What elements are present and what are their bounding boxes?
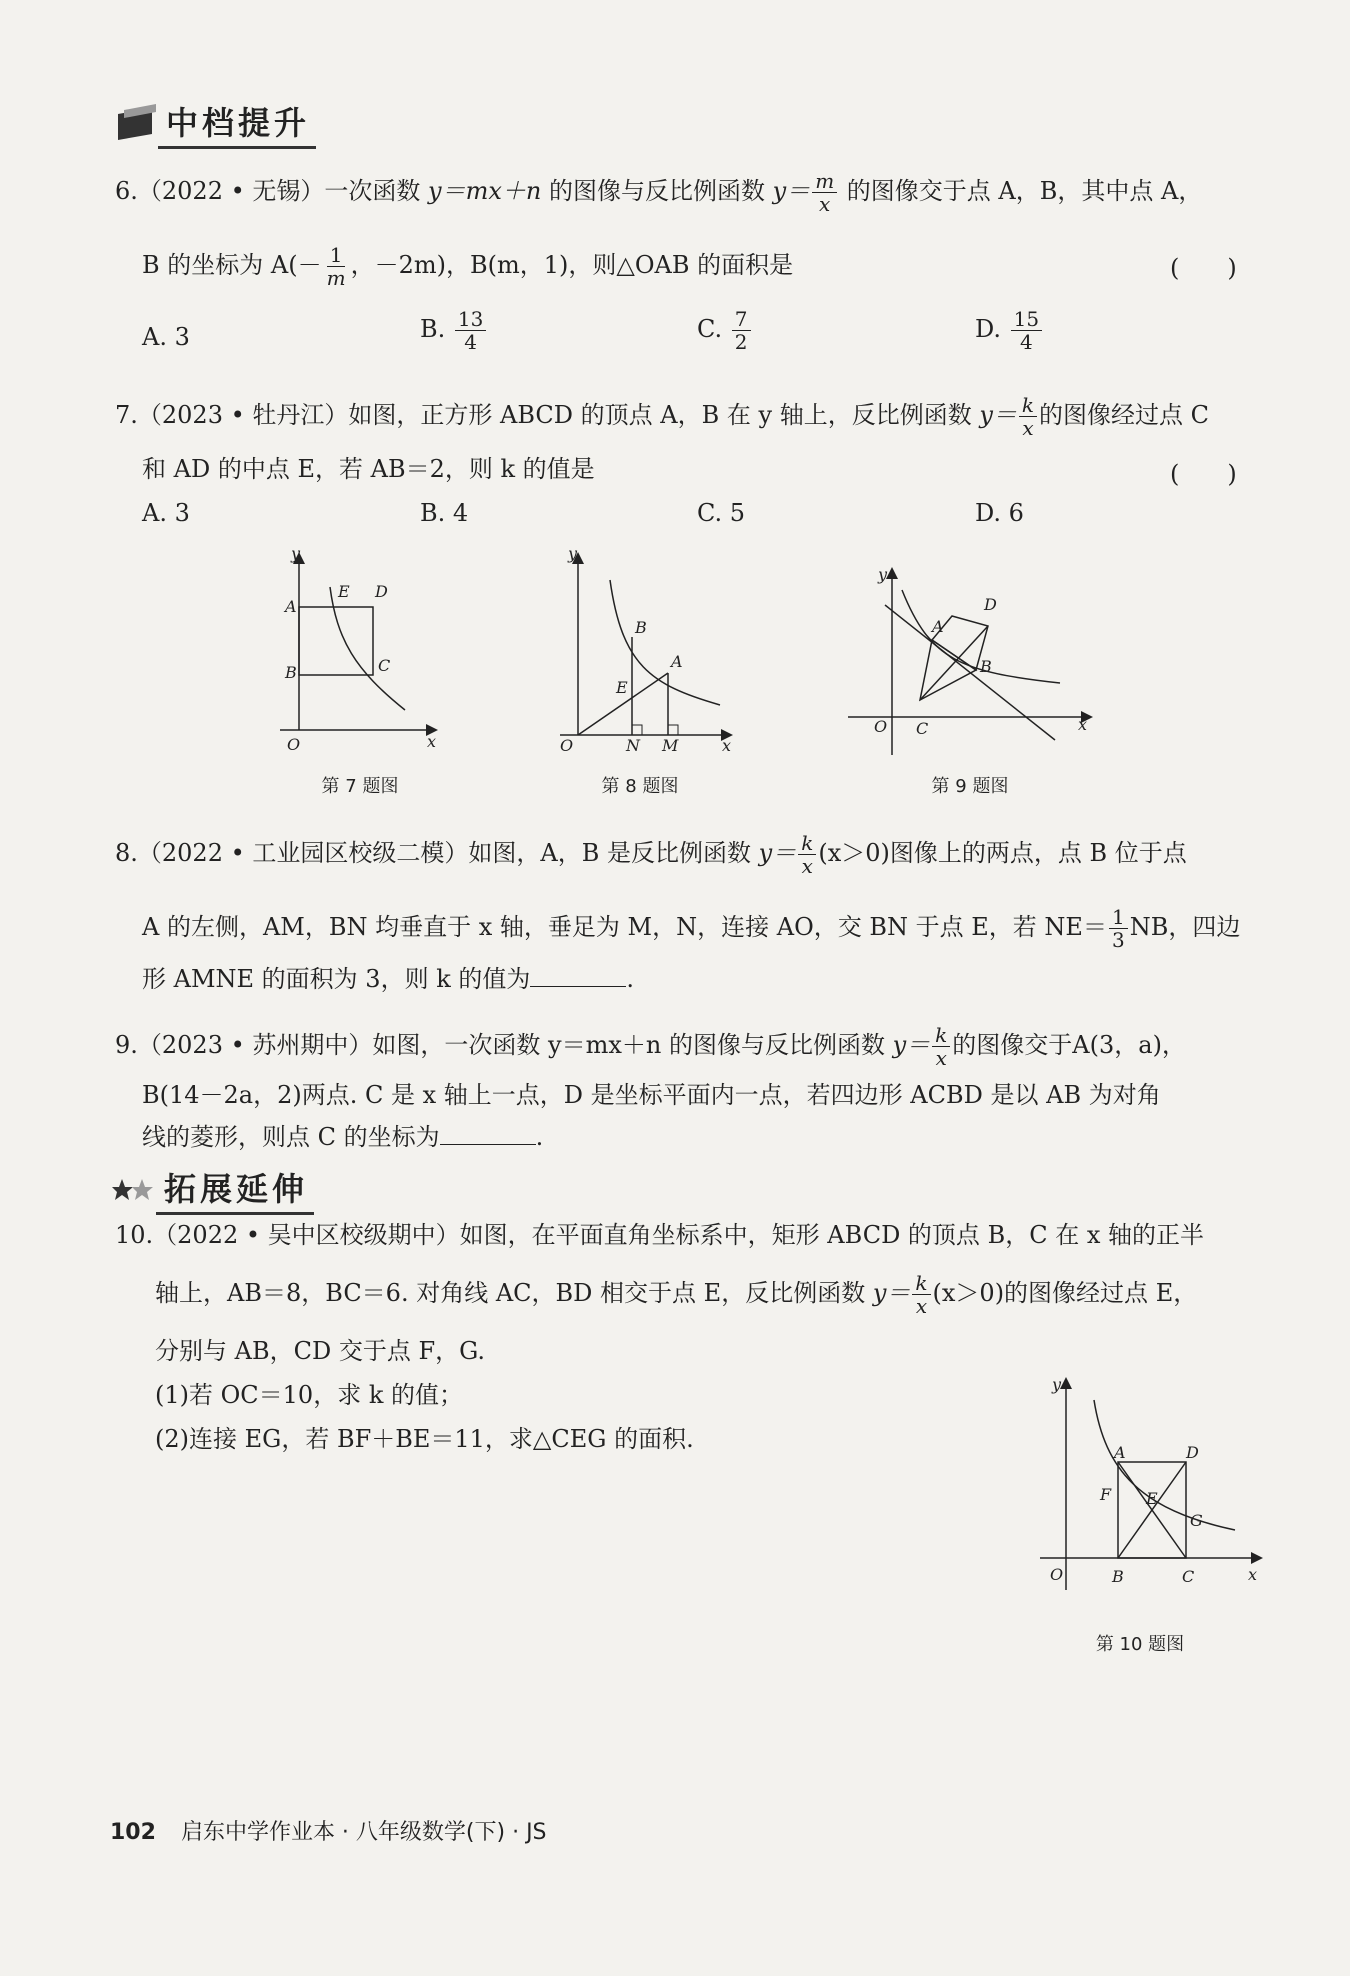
fig10-label-b: B <box>1112 1567 1124 1586</box>
q10-y: y＝ <box>872 1279 911 1307</box>
fig10-label-g: G <box>1190 1511 1203 1530</box>
fig8-label-y: y <box>568 545 578 563</box>
q7-answer-bracket: ( ) <box>1170 460 1237 488</box>
fig8-label-n: N <box>626 736 640 755</box>
figure-10 <box>1030 1370 1270 1610</box>
q6-y: y＝ <box>772 177 811 205</box>
q6-option-a: A. 3 <box>142 323 190 351</box>
q8-text: 形 AMNE 的面积为 3，则 k 的值为 <box>142 965 531 993</box>
section-title-middle <box>112 98 316 149</box>
q6-function: y＝mx＋n <box>428 177 542 205</box>
q6-option-d: D. $\frac{15}{4}$ <box>975 308 1044 353</box>
fig8-label-a: A <box>671 652 683 671</box>
q6-text: 6.（2022 • 无锡）一次函数 <box>115 177 421 205</box>
fig7-label-a: A <box>285 597 297 616</box>
section-title-text: 拓展延伸 <box>156 1164 314 1215</box>
fig7-label-x: x <box>427 732 437 751</box>
fig8-label-e: E <box>616 678 628 697</box>
q7-option-a: A. 3 <box>142 499 190 527</box>
q7-option-c: C. 5 <box>697 499 746 527</box>
fig10-label-e: E <box>1146 1489 1158 1508</box>
fig7-label-o: O <box>287 735 301 754</box>
fig10-label-y: y <box>1052 1375 1062 1394</box>
q6-coord: ，－2m) <box>350 251 446 279</box>
q6-text: 的图像与反比例函数 <box>548 177 765 205</box>
fig9-caption: 第 9 题图 <box>931 776 1009 797</box>
fig8-caption: 第 8 题图 <box>601 776 679 797</box>
star-icon <box>112 1175 156 1205</box>
q10-text: (x＞0)的图像经过点 E， <box>932 1279 1198 1307</box>
fig9-label-c: C <box>916 719 929 738</box>
q9-text: 线的菱形，则点 C 的坐标为 <box>142 1123 440 1151</box>
fig9-label-b: B <box>980 657 992 676</box>
q10-sub1: (1)若 OC＝10，求 k 的值； <box>155 1381 464 1409</box>
q10-sub2: (2)连接 EG，若 BF＋BE＝11，求△CEG 的面积. <box>155 1425 694 1453</box>
q8-line2 <box>142 906 1240 951</box>
fig10-caption: 第 10 题图 <box>1095 1634 1185 1655</box>
q7-text: 7.（2023 • 牡丹江）如图，正方形 ABCD 的顶点 A，B 在 y 轴上，反比例函数 <box>115 401 972 429</box>
page-footer <box>110 1815 547 1846</box>
q7-y: y＝ <box>979 401 1017 429</box>
q9-line1 <box>115 1024 1186 1069</box>
q6-line1 <box>115 170 1202 215</box>
fig7-label-y: y <box>291 545 301 563</box>
q9-line3: 线的菱形，则点 C 的坐标为 . <box>142 1123 544 1151</box>
figure-7 <box>275 545 445 760</box>
q8-inner-fraction: $\frac{1}{3}$ <box>1109 906 1128 951</box>
fig10-label-x: x <box>1248 1565 1258 1584</box>
figure-9 <box>840 560 1100 760</box>
q8-answer-blank[interactable] <box>530 964 626 987</box>
q6-answer-bracket: ( ) <box>1170 254 1237 282</box>
fig9-label-a: A <box>932 617 944 636</box>
fig10-label-a: A <box>1114 1443 1126 1462</box>
q7-option-b: B. 4 <box>420 499 469 527</box>
q8-fraction: $\frac{k}{x}$ <box>798 832 816 877</box>
q8-y: y＝ <box>758 839 797 867</box>
fig8-label-m: M <box>662 736 679 755</box>
fig8-label-b: B <box>635 618 647 637</box>
fig10-label-o: O <box>1050 1565 1064 1584</box>
q7-option-d: D. 6 <box>975 499 1024 527</box>
q10-line3: 分别与 AB，CD 交于点 F，G. <box>155 1337 486 1365</box>
q9-text: 的图像交于A(3，a)， <box>952 1031 1186 1059</box>
fig9-label-d: D <box>984 595 997 614</box>
figure-8 <box>540 545 740 760</box>
q10-text: 轴上，AB＝8，BC＝6. 对角线 AC，BD 相交于点 E，反比例函数 <box>155 1279 866 1307</box>
q9-y: y＝ <box>892 1031 931 1059</box>
fig10-label-c: C <box>1182 1567 1195 1586</box>
q6-fraction: $\frac{m}{x}$ <box>812 170 837 215</box>
q6-text: ，B(m，1)，则△OAB 的面积是 <box>445 251 794 279</box>
q6-text: B 的坐标为 A <box>142 251 289 279</box>
q9-fraction: $\frac{k}{x}$ <box>932 1024 950 1069</box>
fig9-label-x: x <box>1078 715 1088 734</box>
fig10-label-d: D <box>1186 1443 1199 1462</box>
q8-text: NB，四边 <box>1129 913 1241 941</box>
section-badge-icon <box>112 104 158 144</box>
q7-text: 的图像经过点 C <box>1039 401 1210 429</box>
q6-option-c: C. $\frac{7}{2}$ <box>697 308 753 353</box>
fig7-label-c: C <box>378 656 391 675</box>
q6-inner-fraction: $\frac{1}{m}$ <box>326 243 346 290</box>
fig7-caption: 第 7 题图 <box>321 776 399 797</box>
fig8-label-o: O <box>560 736 574 755</box>
section-title-text: 中档提升 <box>158 98 316 149</box>
fig7-label-b: B <box>285 663 297 682</box>
fig9-label-y: y <box>878 565 888 584</box>
page-number: 102 <box>110 1820 156 1845</box>
section-title-extend <box>112 1164 314 1215</box>
q6-text: 的图像交于点 A，B，其中点 A， <box>846 177 1203 205</box>
fig10-label-f: F <box>1100 1485 1112 1504</box>
q9-answer-blank[interactable] <box>440 1122 536 1145</box>
q7-line1 <box>115 394 1209 439</box>
q10-line1: 10.（2022 • 吴中区校级期中）如图，在平面直角坐标系中，矩形 ABCD 的顶点 B，C 在 x 轴的正半 <box>115 1221 1204 1249</box>
q8-text: A 的左侧，AM，BN 均垂直于 x 轴，垂足为 M，N，连接 AO，交 BN 于点 E，若 NE＝ <box>142 913 1107 941</box>
q8-line1 <box>115 832 1187 877</box>
fig7-label-d: D <box>375 582 388 601</box>
q7-fraction: $\frac{k}{x}$ <box>1019 394 1037 439</box>
q9-text: 9.（2023 • 苏州期中）如图，一次函数 y＝mx＋n 的图像与反比例函数 <box>115 1031 885 1059</box>
q8-text: 8.（2022 • 工业园区校级二模）如图，A，B 是反比例函数 <box>115 839 751 867</box>
q9-line2: B(14－2a，2)两点. C 是 x 轴上一点，D 是坐标平面内一点，若四边形 ACBD 是以 AB 为对角 <box>142 1081 1161 1109</box>
q6-line2 <box>142 244 793 289</box>
q7-line2: 和 AD 的中点 E，若 AB＝2，则 k 的值是 <box>142 455 595 483</box>
q8-line3: 形 AMNE 的面积为 3，则 k 的值为 . <box>142 965 635 993</box>
q6-coord: (－ <box>288 251 322 279</box>
q6-option-b: B. $\frac{13}{4}$ <box>420 308 488 353</box>
q10-fraction: $\frac{k}{x}$ <box>912 1272 930 1317</box>
fig9-label-o: O <box>874 717 888 736</box>
q8-text: (x＞0)图像上的两点，点 B 位于点 <box>818 839 1187 867</box>
book-title: 启东中学作业本 · 八年级数学(下) · JS <box>180 1820 547 1845</box>
fig8-label-x: x <box>722 736 732 755</box>
fig7-label-e: E <box>338 582 350 601</box>
q10-line2 <box>155 1272 1197 1317</box>
